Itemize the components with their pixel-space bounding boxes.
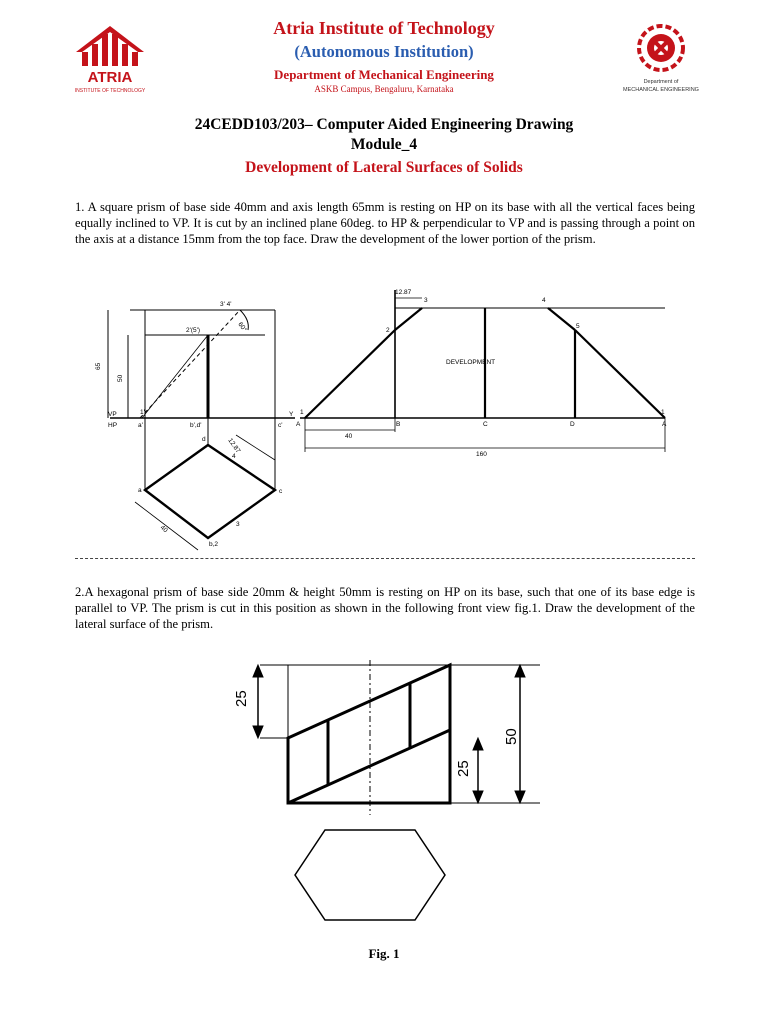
tv-dim-40: 40 — [158, 524, 169, 535]
dev-4: 4 — [542, 297, 546, 304]
tv-4: 4 — [232, 453, 236, 460]
dim-65: 65 — [95, 362, 102, 370]
topic-title: Development of Lateral Surfaces of Solids — [245, 159, 523, 176]
dev-dim-40: 40 — [345, 433, 353, 440]
q2-dim-25-bottom: 25 — [455, 760, 472, 777]
module-title: Module_4 — [350, 136, 418, 153]
dev-title: DEVELOPMENT — [446, 359, 496, 366]
campus-address: ASKB Campus, Bengaluru, Karnataka — [314, 84, 454, 94]
pt-1: 1' — [140, 409, 145, 416]
tv-3: 3 — [236, 521, 240, 528]
mech-logo-line2: MECHANICAL ENGINEERING — [623, 87, 699, 93]
dev-B: B — [396, 421, 401, 428]
dev-D: D — [570, 421, 575, 428]
atria-logo-tagline: INSTITUTE OF TECHNOLOGY — [74, 88, 146, 94]
pt-3-4: 3' 4' — [220, 301, 232, 308]
mech-logo-line1: Department of — [643, 79, 679, 85]
vp-label: VP — [108, 411, 117, 418]
dev-1b: 1 — [661, 409, 665, 416]
figure-caption: Fig. 1 — [368, 946, 400, 961]
q2-drawing — [220, 655, 560, 940]
dev-y: Y — [289, 411, 294, 418]
pt-a: a' — [138, 422, 143, 429]
pt-c: c' — [278, 422, 283, 429]
pt-2-5: 2'(5') — [186, 327, 201, 334]
dev-A2: A — [662, 421, 667, 428]
tv-a: a — [138, 487, 142, 494]
institute-name: Atria Institute of Technology — [273, 18, 495, 38]
q2-dim-50: 50 — [503, 728, 520, 745]
dev-5: 5 — [576, 323, 580, 330]
institute-subtitle: (Autonomous Institution) — [294, 42, 474, 61]
department-name: Department of Mechanical Engineering — [274, 67, 494, 82]
dev-2: 2 — [386, 327, 390, 334]
dev-dim-160: 160 — [476, 451, 487, 458]
dev-A: A — [296, 421, 301, 428]
question-1-text: 1. A square prism of base side 40mm and axis length 65mm is resting on HP on its base with all the vertical faces being equally inclined to VP. It is cut by an inclined plane 60deg. to HP & perpendicular to VP and is passing through a point on the axis at a distance 15mm from the top face. Draw the development of the lower portion of the prism. — [75, 200, 695, 246]
dev-dim-1287: 12.87 — [395, 289, 412, 296]
tv-b2: b,2 — [209, 541, 219, 548]
angle-60: 60° — [236, 321, 248, 334]
pt-bd: b',d' — [190, 422, 202, 429]
question-2-text: 2.A hexagonal prism of base side 20mm & height 50mm is resting on HP on its base, such that one of its base edge is parallel to VP. The prism is cut in this position as shown in the following front view fig.1. Draw the development of the lateral surface of the prism. — [75, 585, 695, 631]
tv-dim-1287: 12.87 — [226, 437, 242, 455]
dev-C: C — [483, 421, 488, 428]
course-title: 24CEDD103/203– Computer Aided Engineering Drawing — [194, 116, 574, 133]
tv-d: d — [202, 436, 206, 443]
dev-3: 3 — [424, 297, 428, 304]
q2-dim-25-top: 25 — [233, 690, 250, 707]
separator-line — [75, 558, 695, 559]
hp-label: HP — [108, 422, 118, 429]
dev-1: 1 — [300, 409, 304, 416]
tv-c: c — [279, 488, 283, 495]
dim-50: 50 — [117, 374, 124, 382]
q1-drawing — [90, 280, 690, 552]
atria-logo-text: ATRIA — [87, 69, 133, 86]
